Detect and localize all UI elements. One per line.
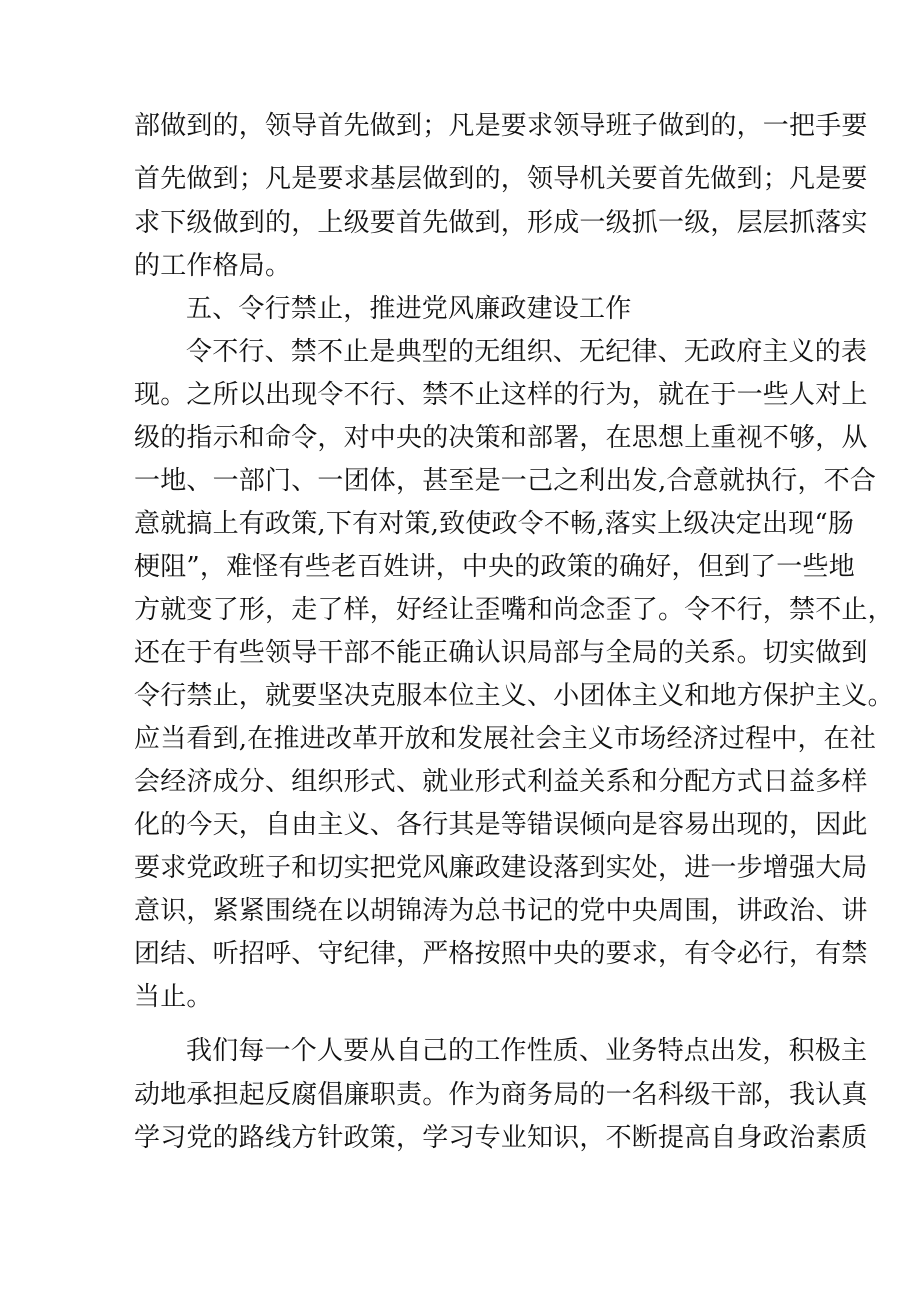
text-line: 令行禁止，就要坚决克服本位主义、小团体主义和地方保护主义。 xyxy=(134,681,894,711)
text-line: 部做到的，领导首先做到；凡是要求领导班子做到的，一把手要 xyxy=(134,111,868,141)
text-line: 首先做到；凡是要求基层做到的，领导机关要首先做到；凡是要 xyxy=(134,164,868,194)
text-line: 一地、一部门、一团体，甚至是一己之利出发,合意就执行，不合 xyxy=(134,466,877,496)
text-line: 级的指示和命令，对中央的决策和部署，在思想上重视不够，从 xyxy=(134,423,868,453)
text-line: 应当看到,在推进改革开放和发展社会主义市场经济过程中，在社 xyxy=(134,724,877,754)
text-line: 动地承担起反腐倡廉职责。作为商务局的一名科级干部，我认真 xyxy=(134,1080,868,1110)
text-line: 我们每一个人要从自己的工作性质、业务特点出发，积极主 xyxy=(186,1036,868,1066)
text-line: 会经济成分、组织形式、就业形式利益关系和分配方式日益多样 xyxy=(134,767,868,797)
text-line: 团结、听招呼、守纪律，严格按照中央的要求，有令必行，有禁 xyxy=(134,939,868,969)
text-line: 当止。 xyxy=(134,982,213,1012)
text-line: 意就搞上有政策,下有对策,致使政令不畅,落实上级决定出现“肠 xyxy=(134,509,855,539)
text-line: 求下级做到的，上级要首先做到，形成一级抓一级，层层抓落实 xyxy=(134,208,868,238)
text-line: 化的今天，自由主义、各行其是等错误倾向是容易出现的，因此 xyxy=(134,810,868,840)
text-line: 的工作格局。 xyxy=(134,251,292,281)
text-line: 令不行、禁不止是典型的无组织、无纪律、无政府主义的表 xyxy=(186,337,868,367)
text-line: 现。之所以出现令不行、禁不止这样的行为，就在于一些人对上 xyxy=(134,380,868,410)
text-line: 方就变了形，走了样，好经让歪嘴和尚念歪了。令不行，禁不止， xyxy=(134,595,894,625)
text-line: 梗阻”，难怪有些老百姓讲，中央的政策的确好，但到了一些地 xyxy=(134,552,855,582)
section-heading: 五、令行禁止，推进党风廉政建设工作 xyxy=(186,294,632,324)
text-line: 学习党的路线方针政策，学习专业知识，不断提高自身政治素质 xyxy=(134,1123,868,1153)
text-line: 意识，紧紧围绕在以胡锦涛为总书记的党中央周围，讲政治、讲 xyxy=(134,896,868,926)
text-line: 还在于有些领导干部不能正确认识局部与全局的关系。切实做到 xyxy=(134,638,868,668)
text-line: 要求党政班子和切实把党风廉政建设落到实处，进一步增强大局 xyxy=(134,853,868,883)
